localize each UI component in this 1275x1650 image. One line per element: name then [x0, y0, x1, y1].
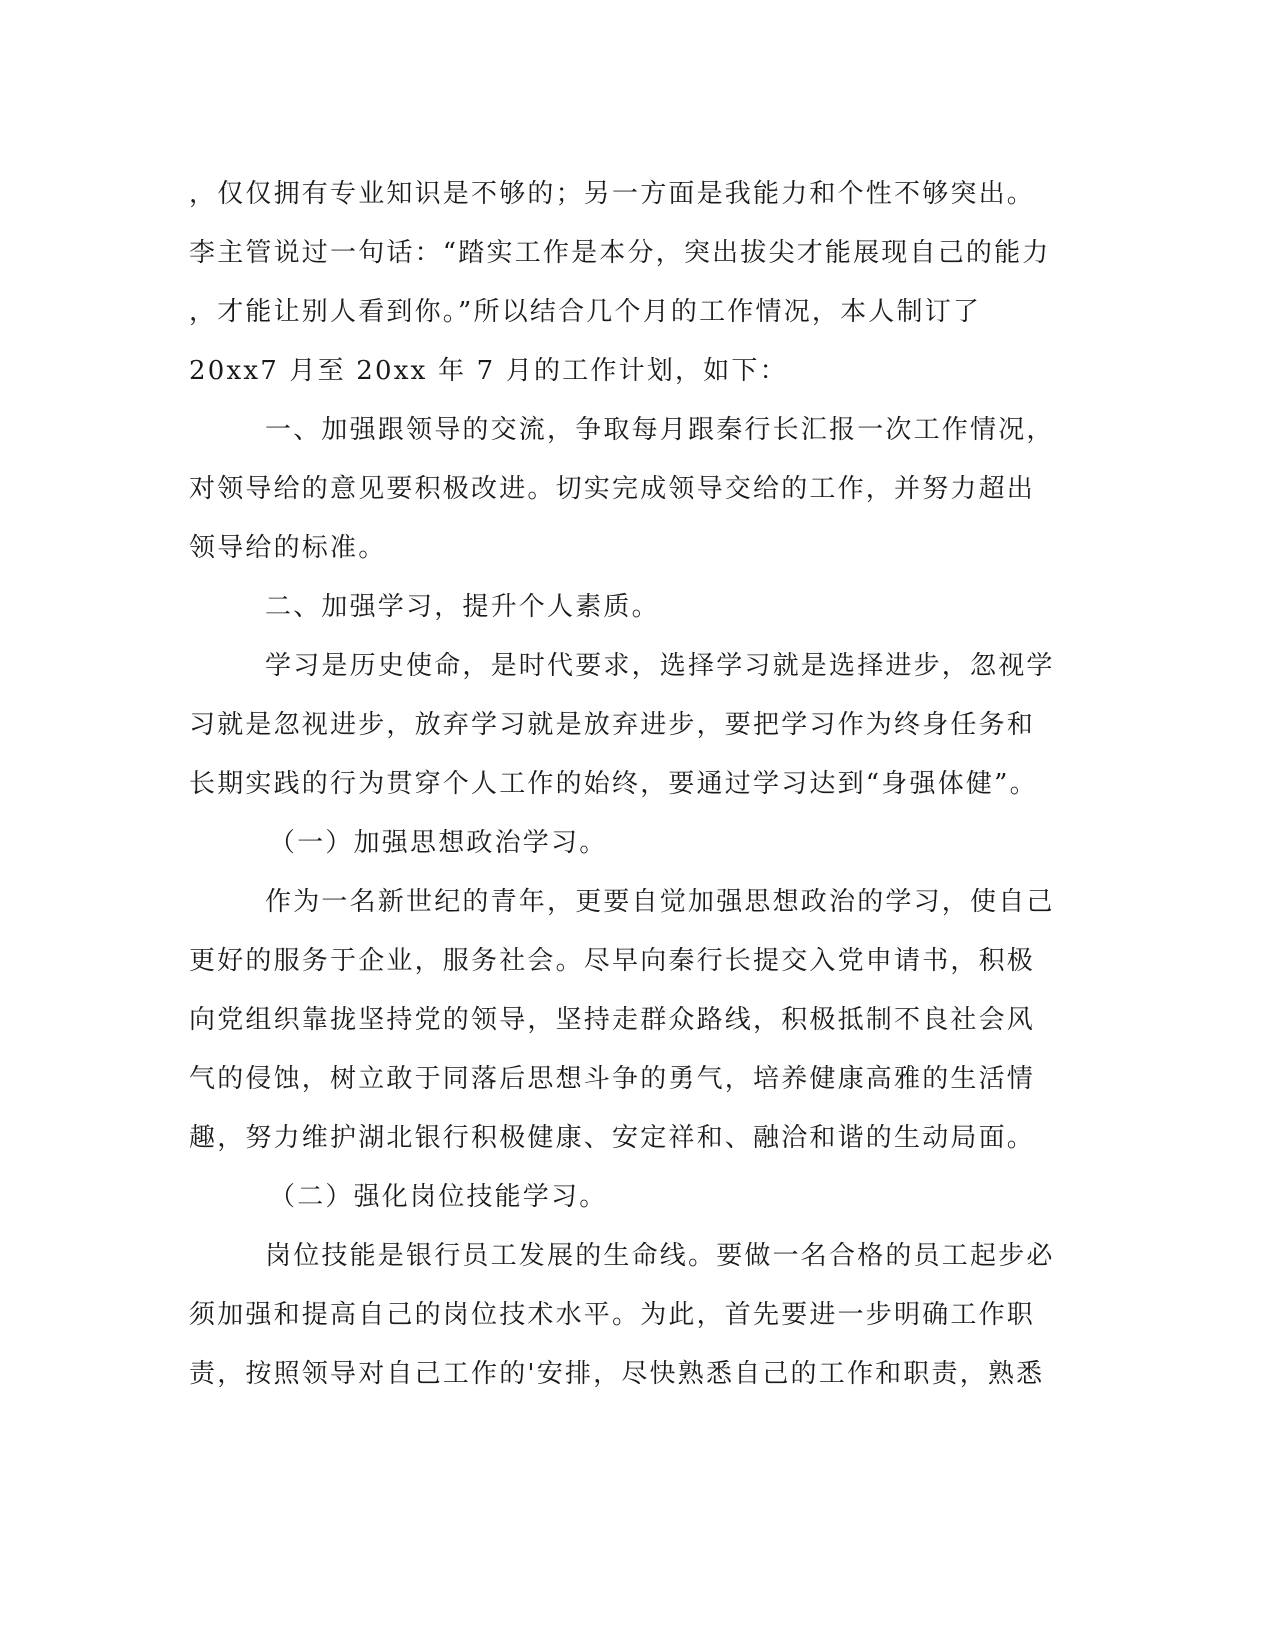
subsection-heading-2: （二）强化岗位技能学习。: [269, 1182, 608, 1212]
section-heading-2: 二、加强学习，提升个人素质。: [265, 592, 660, 622]
paragraph-start: 学习是历史使命，是时代要求，选择学习就是选择进步，忽视学: [265, 651, 1055, 681]
subsection-heading-1: （一）加强思想政治学习。: [269, 828, 608, 858]
text-line: ，才能让别人看到你。”所以结合几个月的工作情况，本人制订了: [189, 297, 982, 327]
text-line: ，仅仅拥有专业知识是不够的；另一方面是我能力和个性不够突出。: [189, 179, 1036, 209]
paragraph-start: 作为一名新世纪的青年，更要自觉加强思想政治的学习，使自己: [265, 887, 1055, 917]
text-line: 20xx7 月至 20xx 年 7 月的工作计划，如下：: [189, 356, 788, 386]
text-line: 须加强和提高自己的岗位技术水平。为此，首先要进一步明确工作职: [189, 1300, 1036, 1330]
text-line: 向党组织靠拢坚持党的领导，坚持走群众路线，积极抵制不良社会风: [189, 1005, 1036, 1035]
text-line: 对领导给的意见要积极改进。切实完成领导交给的工作，并努力超出: [189, 474, 1036, 504]
text-line: 长期实践的行为贯穿个人工作的始终，要通过学习达到“身强体健”。: [189, 769, 1038, 799]
text-line: 更好的服务于企业，服务社会。尽早向秦行长提交入党申请书，积极: [189, 946, 1036, 976]
paragraph-start: 岗位技能是银行员工发展的生命线。要做一名合格的员工起步必: [265, 1241, 1055, 1271]
text-line: 气的侵蚀，树立敢于同落后思想斗争的勇气，培养健康高雅的生活情: [189, 1064, 1036, 1094]
document-body: [189, 165, 1079, 1404]
section-heading-1: 一、加强跟领导的交流，争取每月跟秦行长汇报一次工作情况，: [265, 415, 1055, 445]
text-line: 领导给的标准。: [189, 533, 387, 563]
text-line: 责，按照领导对自己工作的'安排，尽快熟悉自己的工作和职责，熟悉: [189, 1359, 1045, 1389]
text-line: 习就是忽视进步，放弃学习就是放弃进步，要把学习作为终身任务和: [189, 710, 1036, 740]
text-line: 趣，努力维护湖北银行积极健康、安定祥和、融洽和谐的生动局面。: [189, 1123, 1036, 1153]
text-line: 李主管说过一句话：“踏实工作是本分，突出拔尖才能展现自己的能力: [189, 238, 1051, 268]
